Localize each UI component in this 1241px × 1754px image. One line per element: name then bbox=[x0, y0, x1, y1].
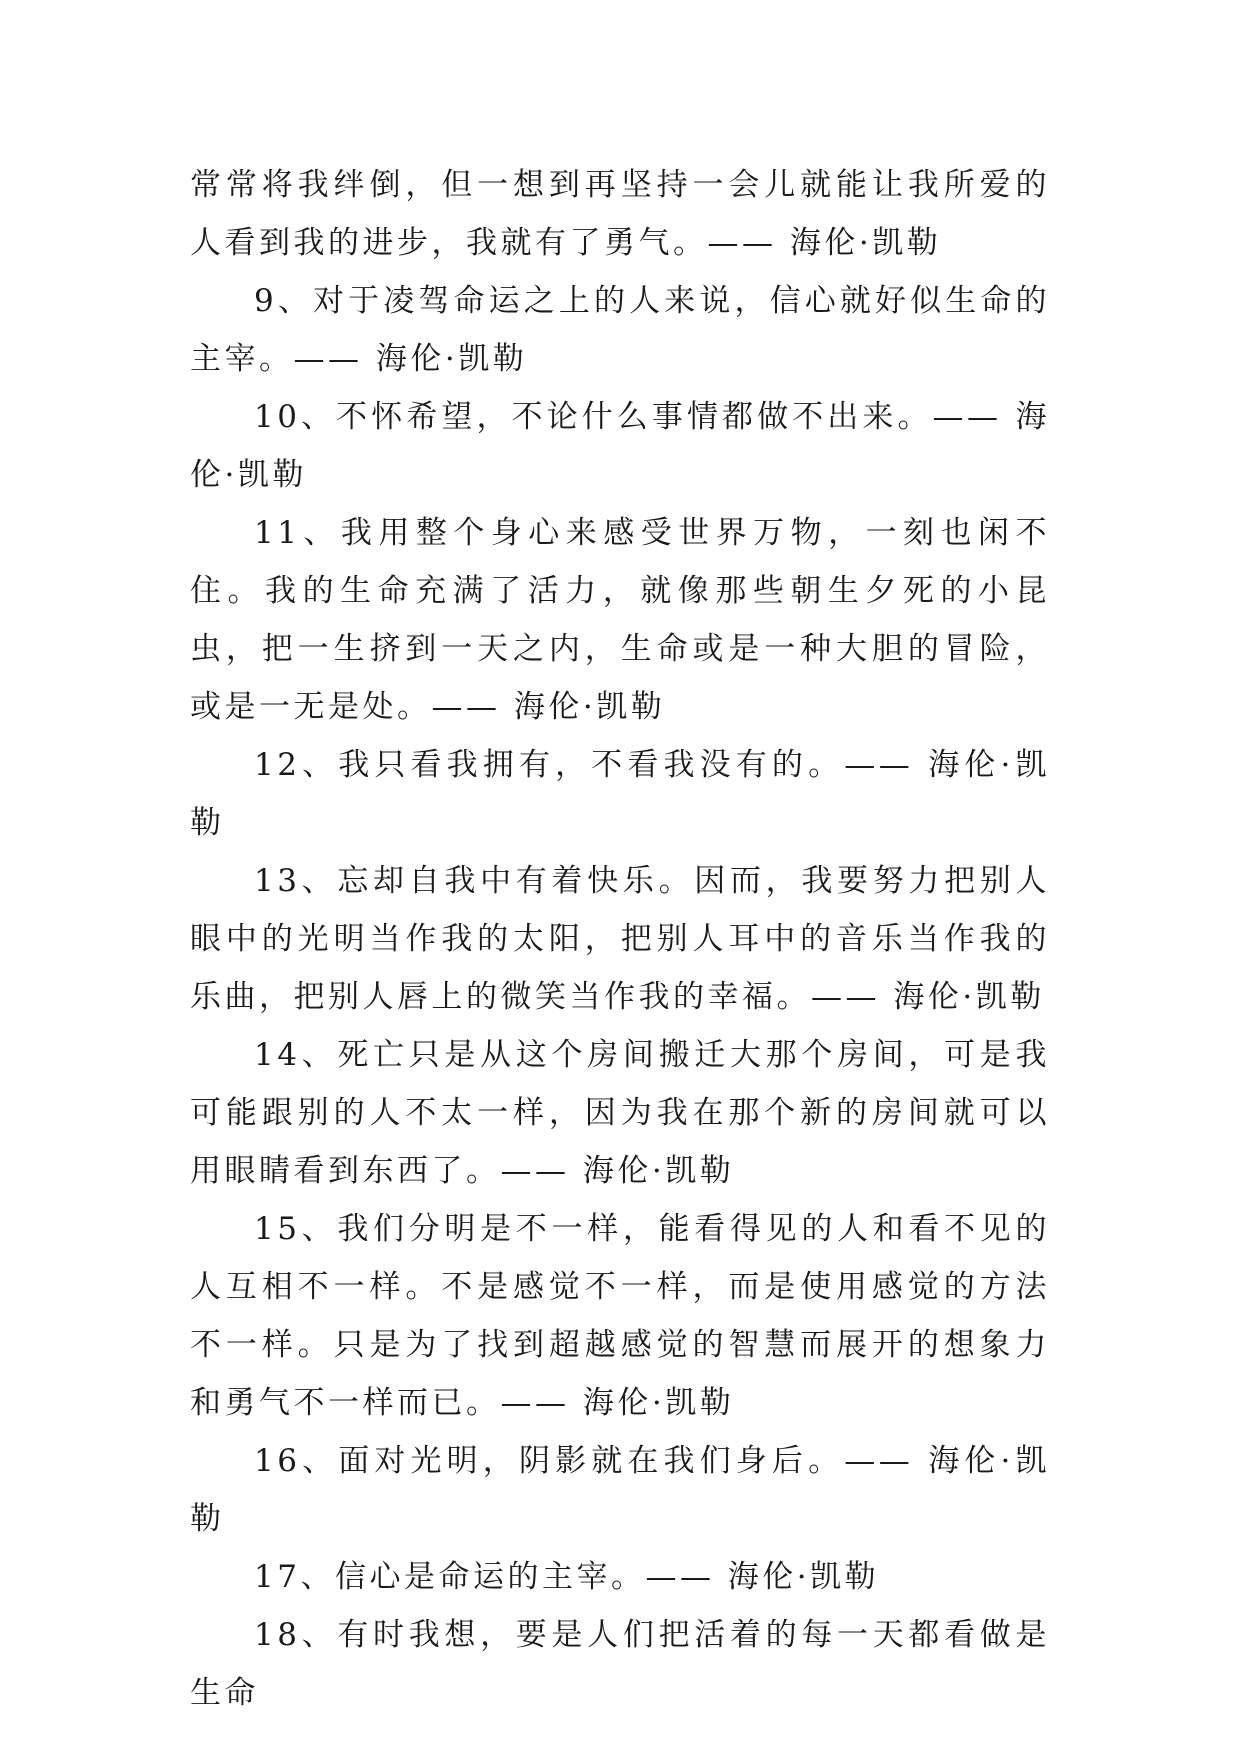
paragraph: 15、我们分明是不一样，能看得见的人和看不见的人互相不一样。不是感觉不一样，而是使用感觉的方法不一样。只是为了找到超越感觉的智慧而展开的想象力和勇气不一样而已。—— 海伦·凯勒 bbox=[190, 1211, 1050, 1421]
paragraph: 17、信心是命运的主宰。—— 海伦·凯勒 bbox=[254, 1559, 880, 1595]
paragraph: 14、死亡只是从这个房间搬迁大那个房间，可是我可能跟别的人不太一样，因为我在那个新的房间就可以用眼睛看到东西了。—— 海伦·凯勒 bbox=[190, 1037, 1050, 1189]
paragraph: 常常将我绊倒，但一想到再坚持一会儿就能让我所爱的人看到我的进步，我就有了勇气。—— 海伦·凯勒 bbox=[190, 167, 1050, 261]
paragraph: 18、有时我想，要是人们把活着的每一天都看做是生命 bbox=[190, 1617, 1050, 1711]
paragraph: 13、忘却自我中有着快乐。因而，我要努力把别人眼中的光明当作我的太阳，把别人耳中的音乐当作我的乐曲，把别人唇上的微笑当作我的幸福。—— 海伦·凯勒 bbox=[190, 863, 1050, 1015]
paragraph: 12、我只看我拥有，不看我没有的。—— 海伦·凯勒 bbox=[190, 747, 1050, 841]
paragraph: 9、对于凌驾命运之上的人来说，信心就好似生命的主宰。—— 海伦·凯勒 bbox=[190, 283, 1050, 377]
paragraph: 11、我用整个身心来感受世界万物，一刻也闲不住。我的生命充满了活力，就像那些朝生夕死的小昆虫，把一生挤到一天之内，生命或是一种大胆的冒险，或是一无是处。—— 海伦·凯勒 bbox=[190, 515, 1050, 725]
paragraph: 10、不怀希望，不论什么事情都做不出来。—— 海伦·凯勒 bbox=[190, 399, 1050, 493]
paragraph: 16、面对光明，阴影就在我们身后。—— 海伦·凯勒 bbox=[190, 1443, 1050, 1537]
document-body bbox=[190, 156, 1050, 1722]
